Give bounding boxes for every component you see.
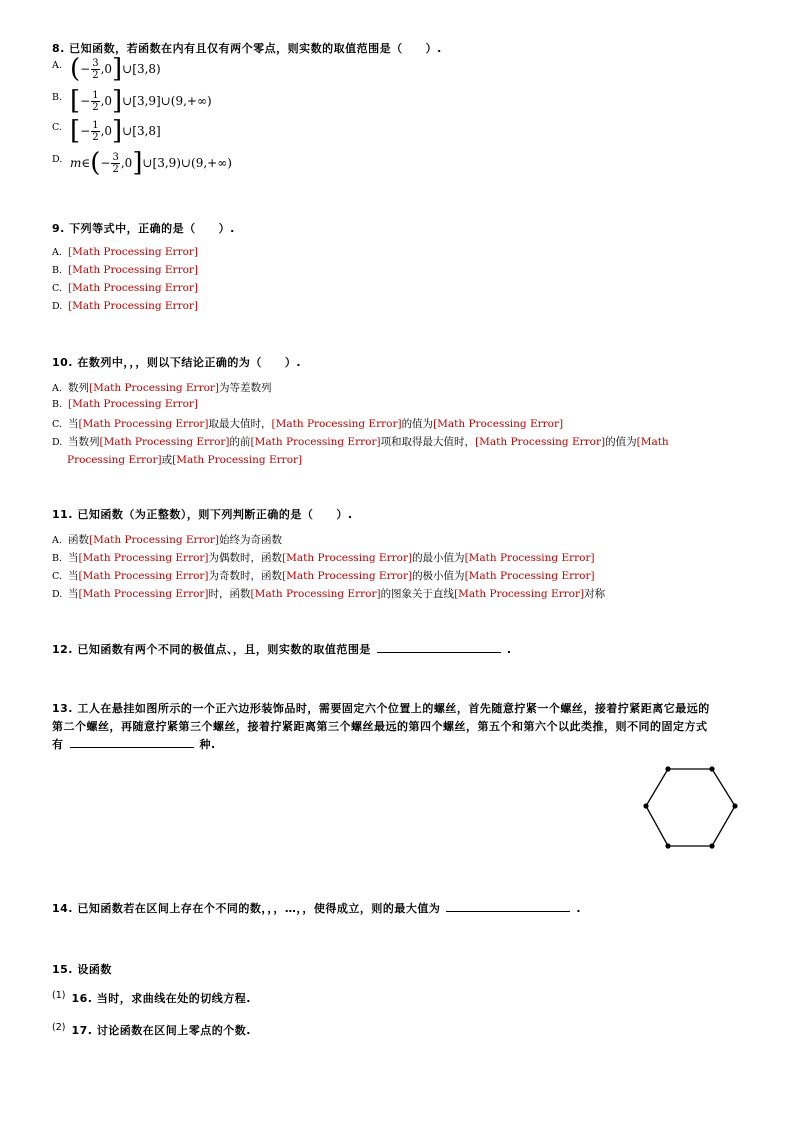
q8-option-b-label: B. — [52, 92, 63, 103]
hexagon-outline — [646, 769, 735, 846]
q15-part-2: (2) 17. 讨论函数在区间上零点的个数. — [52, 1022, 251, 1037]
q9-option-a: A. [Math Processing Error] — [52, 246, 199, 258]
q10-option-a: A. 数列[Math Processing Error]为等差数列 — [52, 382, 272, 394]
q11-option-d: D. 当[Math Processing Error]时，函数[Math Processing Error]的图象关于直线[Math Processing Error]对称 — [52, 588, 606, 600]
q8-option-b: [ − $\frac{1}{2}$ ,0 ] ∪[3,9]∪(9,+∞) — [70, 86, 212, 116]
q8-option-a: ( − $\frac{3}{2}$ ,0 ] ∪[3,8) — [70, 54, 161, 84]
question-10-title: 10. 在数列中，，，则以下结论正确的为（ ）. — [52, 356, 301, 369]
question-12: 12. 已知函数有两个不同的极值点、，且，则实数的取值范围是 . — [52, 643, 512, 656]
hexagon-figure — [640, 764, 740, 852]
question-13: 13. 工人在悬挂如图所示的一个正六边形装饰品时，需要固定六个位置上的螺丝，首先随意拧紧一个螺丝，接着拧紧距离它最远的 第二个螺丝，再随意拧紧第三个螺丝，接着拧紧距离第三个螺丝最远的第四个螺丝，第五个和第六个以此类推，则不同的固定方式 有 种. — [52, 702, 710, 751]
q10-option-d: D. 当数列[Math Processing Error]的前[Math Processing Error]项和取得最大值时，[Math Processing Error]的值为[Math — [52, 436, 669, 448]
question-14: 14. 已知函数若在区间上存在个不同的数，，，…，，使得成立，则的最大值为 . — [52, 902, 582, 915]
q11-option-c: C. 当[Math Processing Error]为奇数时，函数[Math Processing Error]的极小值为[Math Processing Error] — [52, 570, 595, 582]
screw-point — [665, 766, 670, 771]
question-11-title: 11. 已知函数（为正整数），则下列判断正确的是（ ）. — [52, 508, 353, 521]
q9-option-d: D. [Math Processing Error] — [52, 300, 199, 312]
q8-option-d-label: D. — [52, 154, 63, 165]
q8-option-c: [ − $\frac{1}{2}$ ,0 ] ∪[3,8] — [70, 116, 161, 146]
q10-option-b: B. [Math Processing Error] — [52, 398, 199, 410]
q14-answer-blank[interactable] — [446, 901, 570, 912]
screw-point — [732, 803, 737, 808]
screw-point — [709, 766, 714, 771]
q12-answer-blank[interactable] — [377, 642, 501, 653]
question-15-title: 15. 设函数 — [52, 963, 112, 976]
screw-point — [665, 843, 670, 848]
q11-option-a: A. 函数[Math Processing Error]始终为奇函数 — [52, 534, 283, 546]
question-8-title: 8. 已知函数，若函数在内有且仅有两个零点，则实数的取值范围是（ ）. — [52, 42, 442, 55]
q15-part-1: (1) 16. 当时，求曲线在处的切线方程. — [52, 990, 251, 1005]
q10-option-c: C. 当[Math Processing Error]取最大值时，[Math Processing Error]的值为[Math Processing Error] — [52, 418, 564, 430]
q11-option-b: B. 当[Math Processing Error]为偶数时，函数[Math Processing Error]的最小值为[Math Processing Error] — [52, 552, 595, 564]
question-9-title: 9. 下列等式中，正确的是（ ）. — [52, 222, 235, 235]
q8-option-c-label: C. — [52, 122, 62, 133]
q8-option-d: m∈ ( − $\frac{3}{2}$ ,0 ] ∪[3,9)∪(9,+∞) — [70, 148, 232, 178]
q9-option-c: C. [Math Processing Error] — [52, 282, 199, 294]
q9-option-b: B. [Math Processing Error] — [52, 264, 199, 276]
q8-option-a-label: A. — [52, 60, 62, 71]
q13-answer-blank[interactable] — [70, 737, 194, 748]
q10-option-d-continued: Processing Error]或[Math Processing Error] — [67, 454, 303, 466]
screw-point — [709, 843, 714, 848]
screw-point — [643, 803, 648, 808]
